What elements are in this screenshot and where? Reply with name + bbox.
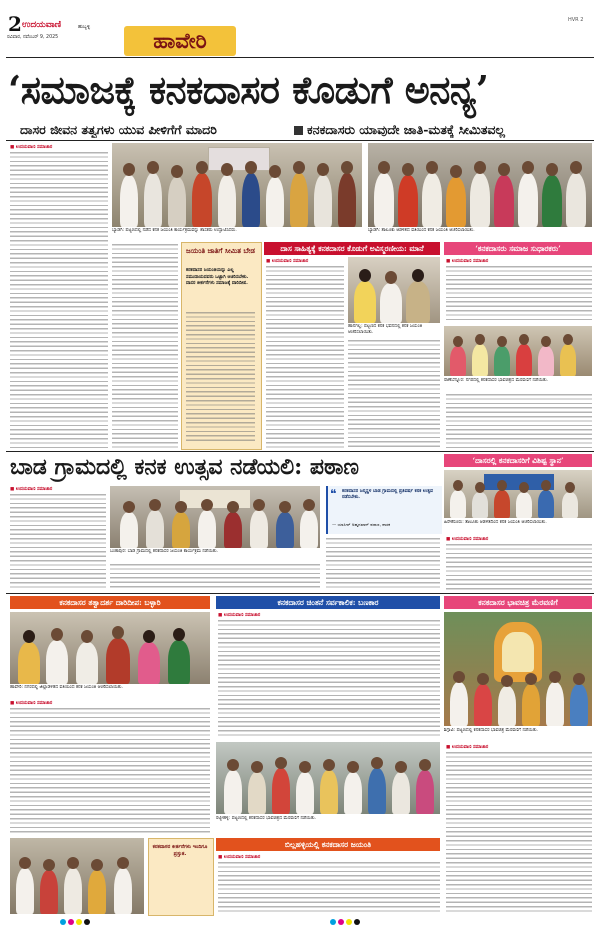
story3-text-2 bbox=[446, 394, 592, 448]
story8-photo bbox=[444, 612, 592, 726]
story2-caption: ಹಾನಗಲ್ಲ: ಪಟ್ಟಣದ ಕನಕ ಭವನದಲ್ಲಿ ಕನಕ ಜಯಂತಿ ಆಚರಿಸಲಾಯಿತು. bbox=[348, 324, 423, 335]
sidebox-title: ಜಯಂತಿ ಜಾತಿಗೆ ಸೀಮಿತ ಬೇಡ bbox=[186, 246, 255, 255]
story2-photo bbox=[348, 257, 440, 323]
lead-photo-2-caption: ಬ್ಯಾಡಗಿ: ತಾಲೂಕು ಆಡಳಿತದ ವತಿಯಿಂದ ಕನಕ ಜಯಂತಿ ಆಚರಿಸಲಾಯಿತು. bbox=[368, 228, 475, 233]
lead-subhead-right: ಕನಕದಾಸರು ಯಾವುದೇ ಜಾತಿ-ಮತಕ್ಕೆ ಸೀಮಿತವಲ್ಲ bbox=[307, 122, 506, 137]
story8-byline: ■ ಉದಯವಾಣಿ ಸಮಾಚಾರ bbox=[446, 745, 489, 750]
story4-text-col2 bbox=[110, 564, 320, 590]
story4-quote: ಕನಕದಾಸರ ಜನ್ಮಸ್ಥಳ ಬಾಡ ಗ್ರಾಮದಲ್ಲಿ ಪ್ರತಿವರ್ಷ ಕನಕ ಉತ್ಸವ ನಡೆಸಬೇಕು. bbox=[342, 489, 434, 500]
story7-text bbox=[218, 620, 440, 738]
story5-text bbox=[446, 544, 592, 590]
lead-text-col2 bbox=[112, 244, 178, 448]
story6-byline: ■ ಉದಯವಾಣಿ ಸಮಾಚಾರ bbox=[10, 701, 53, 706]
story5-headline: ‘ದಾಸರಲ್ಲಿ ಕನಕದಾಸರಿಗೆ ವಿಶಿಷ್ಟ ಸ್ಥಾನ’ bbox=[444, 454, 592, 467]
story8-caption: ಶಿಗ್ಗಾವಿ: ಪಟ್ಟಣದಲ್ಲಿ ಕನಕದಾಸರ ಭಾವಚಿತ್ರ ಮೆರವಣಿಗೆ ನಡೆಯಿತು. bbox=[444, 728, 539, 733]
story7-photo bbox=[216, 742, 440, 814]
story4-headline: ಬಾಡ ಗ್ರಾಮದಲ್ಲಿ ಕನಕ ಉತ್ಸವ ನಡೆಯಲಿ: ಪಠಾಣ bbox=[10, 454, 360, 480]
story9-text bbox=[218, 862, 440, 914]
sidebox-body: ಕನಕದಾಸರ ಜಯಂತಿಯನ್ನು ಎಲ್ಲ ಸಮುದಾಯದವರು ಒಟ್ಟಾಗಿ ಆಚರಿಸಬೇಕು. ದಾಸರ ಕೀರ್ತನೆಗಳು ಸಮಾಜಕ್ಕೆ ದಾರಿದೀಪ. bbox=[186, 268, 249, 286]
story3-photo bbox=[444, 326, 592, 376]
lead-rule bbox=[6, 140, 594, 141]
story7-caption: ರಟ್ಟೀಹಳ್ಳಿ: ಪಟ್ಟಣದಲ್ಲಿ ಕನಕದಾಸರ ಭಾವಚಿತ್ರದ ಮೆರವಣಿಗೆ ನಡೆಯಿತು. bbox=[216, 816, 317, 821]
story9-headline: ಬಿಲ್ಲಹಳ್ಳಿಯಲ್ಲಿ ಕನಕದಾಸರ ಜಯಂತಿ bbox=[216, 838, 440, 851]
print-registration-marks bbox=[0, 918, 600, 928]
district-title: ಹಾವೇರಿ bbox=[153, 28, 207, 53]
lead-photo-1 bbox=[112, 143, 362, 227]
story5-caption: ಹಿರೇಕೆರೂರು: ತಾಲೂಕು ಆಡಳಿತದಿಂದ ಕನಕ ಜಯಂತಿ ಆಚರಿಸಲಾಯಿತು. bbox=[444, 520, 547, 525]
story2-text-col2 bbox=[348, 340, 440, 448]
story8-headline: ಕನಕದಾಸರ ಭಾವಚಿತ್ರ ಮೆರವಣಿಗೆ bbox=[444, 596, 592, 609]
story3-text bbox=[446, 266, 592, 322]
paper-name: ಉದಯವಾಣಿ bbox=[22, 20, 62, 30]
bottom-box-text: ಕನಕದಾಸರ ಕೀರ್ತನೆಗಳು ಇಂದಿಗೂ ಪ್ರಸ್ತುತ. bbox=[152, 844, 208, 857]
story5-photo bbox=[444, 470, 592, 518]
page-code: HVR 2 bbox=[568, 17, 584, 23]
story4-caption: ಬಂಕಾಪುರ: ಬಾಡ ಗ್ರಾಮದಲ್ಲಿ ಕನಕದಾಸರ ಜಯಂತಿ ಕಾರ್ಯಕ್ರಮ ನಡೆಯಿತು. bbox=[110, 549, 219, 554]
story5-byline: ■ ಉದಯವಾಣಿ ಸಮಾಚಾರ bbox=[446, 537, 489, 542]
story4-text-col1 bbox=[10, 494, 106, 590]
lead-photo-2 bbox=[368, 143, 592, 227]
sidebox-text bbox=[186, 312, 255, 444]
story2-byline: ■ ಉದಯವಾಣಿ ಸಮಾಚಾರ bbox=[266, 259, 309, 264]
quote-icon: ❝ bbox=[330, 487, 337, 501]
story7-byline: ■ ಉದಯವಾಣಿ ಸಮಾಚಾರ bbox=[218, 613, 261, 618]
lead-headline: ‘ಸಮಾಜಕ್ಕೆ ಕನಕದಾಸರ ಕೊಡುಗೆ ಅನನ್ಯ’ bbox=[8, 67, 489, 112]
edition-tag: ಹುಬ್ಬಳ್ಳಿ bbox=[78, 24, 91, 30]
story8-text bbox=[446, 752, 592, 914]
story7-headline: ಕನಕದಾಸರ ಚಿಂತನೆ ಸರ್ವಕಾಲಿಕ: ಬಣಕಾರ bbox=[216, 596, 440, 609]
story4-quote-author: — ಯಾಸೀರ್ ಅಹ್ಮದಖಾನ್ ಪಠಾಣ, ಶಾಸಕ bbox=[332, 522, 391, 527]
date-line: ರವಿವಾರ, ನವೆಂಬರ್ 9, 2025 bbox=[7, 35, 59, 40]
story6-headline: ಕನಕದಾಸರ ತತ್ವಾದರ್ಶ ದಾರಿದೀಪ: ಬಳ್ಳಾರಿ bbox=[10, 596, 210, 609]
page-number: 2 bbox=[8, 12, 22, 36]
story3-headline: ‘ಕನಕದಾಸರು ಸಮಾಜ ಸುಧಾರಕರು’ bbox=[444, 242, 592, 255]
story4-photo bbox=[110, 486, 320, 548]
story4-byline: ■ ಉದಯವಾಣಿ ಸಮಾಚಾರ bbox=[10, 487, 53, 492]
bottom-photo bbox=[10, 838, 144, 914]
subhead-square bbox=[294, 126, 303, 135]
story6-text bbox=[10, 708, 210, 834]
story2-headline: ದಾಸ ಸಾಹಿತ್ಯಕ್ಕೆ ಕನಕದಾಸರ ಕೊಡುಗೆ ಅವಿಸ್ಮರಣೀಯ: ಮಾನೆ bbox=[264, 242, 440, 255]
lead-subhead-left: ದಾಸರ ಜೀವನ ತತ್ವಗಳು ಯುವ ಪೀಳಿಗೆಗೆ ಮಾದರಿ bbox=[20, 122, 217, 137]
lead-photo-1-caption: ಬ್ಯಾಡಗಿ: ಪಟ್ಟಣದಲ್ಲಿ ನಡೆದ ಕನಕ ಜಯಂತಿ ಕಾರ್ಯಕ್ರಮವನ್ನು ಶಾಸಕರು ಉದ್ಘಾಟಿಸಿದರು. bbox=[112, 228, 237, 233]
lower-rule bbox=[6, 593, 594, 594]
lead-byline: ■ ಉದಯವಾಣಿ ಸಮಾಚಾರ bbox=[10, 145, 53, 150]
lead-text-col1 bbox=[10, 152, 108, 448]
story2-text-col1 bbox=[266, 266, 344, 448]
masthead bbox=[0, 0, 600, 53]
story6-caption: ಹಾವೇರಿ: ನಗರದಲ್ಲಿ ಜಿಲ್ಲಾಡಳಿತದ ವತಿಯಿಂದ ಕನಕ ಜಯಂತಿ ಆಚರಿಸಲಾಯಿತು. bbox=[10, 685, 124, 690]
story9-byline: ■ ಉದಯವಾಣಿ ಸಮಾಚಾರ bbox=[218, 855, 261, 860]
story6-photo bbox=[10, 612, 210, 684]
story3-byline: ■ ಉದಯವಾಣಿ ಸಮಾಚಾರ bbox=[446, 259, 489, 264]
story3-caption: ರಾಣೆಬೆನ್ನೂರ: ನಗರದಲ್ಲಿ ಕನಕದಾಸರ ಭಾವಚಿತ್ರದ ಮೆರವಣಿಗೆ ನಡೆಯಿತು. bbox=[444, 378, 549, 383]
masthead-rule bbox=[6, 57, 594, 58]
story4-text-col3 bbox=[326, 538, 440, 590]
